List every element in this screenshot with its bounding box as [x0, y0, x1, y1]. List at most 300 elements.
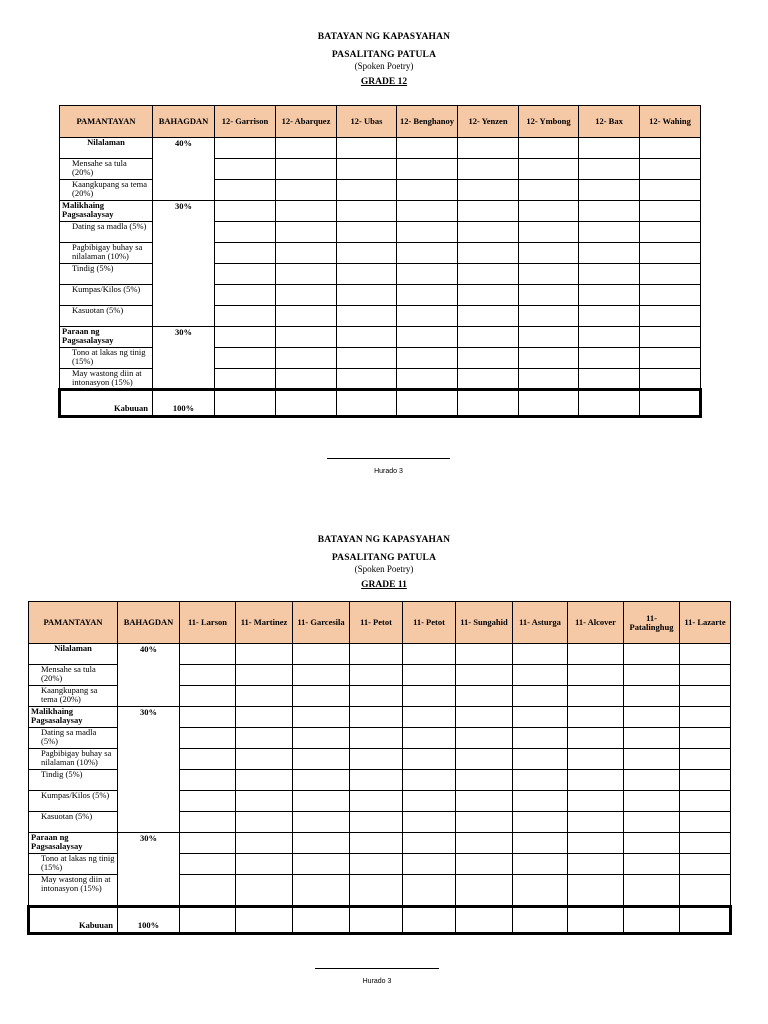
score-cell[interactable]	[680, 665, 731, 686]
score-cell[interactable]	[680, 749, 731, 770]
score-cell[interactable]	[519, 306, 579, 327]
score-cell[interactable]	[624, 644, 680, 665]
score-cell[interactable]	[519, 348, 579, 369]
score-cell[interactable]	[403, 875, 456, 907]
col-header-section: 11- Petot	[350, 602, 403, 644]
score-cell[interactable]	[337, 222, 397, 243]
score-cell[interactable]	[456, 728, 513, 749]
score-cell[interactable]	[456, 707, 513, 728]
score-cell[interactable]	[640, 369, 701, 390]
score-cell[interactable]	[568, 665, 624, 686]
score-cell[interactable]	[579, 306, 640, 327]
score-cell[interactable]	[337, 327, 397, 348]
score-cell[interactable]	[519, 264, 579, 285]
score-cell[interactable]	[458, 285, 519, 306]
total-score-cell[interactable]	[337, 390, 397, 417]
criteria-item: Pagbibigay buhay sa nilalaman (10%)	[29, 749, 118, 770]
score-cell[interactable]	[403, 644, 456, 665]
score-cell[interactable]	[236, 644, 293, 665]
score-cell[interactable]	[397, 201, 458, 222]
total-score-cell[interactable]	[397, 390, 458, 417]
score-cell[interactable]	[276, 201, 337, 222]
col-header-section: 12- Ubas	[337, 106, 397, 138]
score-cell[interactable]	[640, 306, 701, 327]
doc-subtitle: PASALITANG PATULA	[331, 552, 437, 563]
score-cell[interactable]	[640, 285, 701, 306]
score-cell[interactable]	[579, 201, 640, 222]
score-cell[interactable]	[350, 854, 403, 875]
col-header-section: 11- Martinez	[236, 602, 293, 644]
criteria-item: Tono at lakas ng tinig (15%)	[60, 348, 153, 369]
score-cell[interactable]	[350, 749, 403, 770]
col-header-section: 12- Yenzen	[458, 106, 519, 138]
rubric-table	[27, 601, 732, 935]
score-cell[interactable]	[403, 812, 456, 833]
score-cell[interactable]	[640, 264, 701, 285]
rubric-table	[58, 105, 702, 418]
score-cell[interactable]	[456, 665, 513, 686]
score-cell[interactable]	[180, 854, 236, 875]
score-cell[interactable]	[568, 812, 624, 833]
score-cell[interactable]	[519, 222, 579, 243]
score-cell[interactable]	[403, 833, 456, 854]
criteria-item: Mensahe sa tula (20%)	[60, 159, 153, 180]
col-header-section: 11- Sungahid	[456, 602, 513, 644]
weight-cell: 30%	[153, 327, 215, 390]
score-cell[interactable]	[579, 285, 640, 306]
score-cell[interactable]	[624, 791, 680, 812]
score-cell[interactable]	[397, 243, 458, 264]
total-score-cell[interactable]	[236, 907, 293, 934]
score-cell[interactable]	[293, 728, 350, 749]
total-score-cell[interactable]	[579, 390, 640, 417]
criteria-item: Mensahe sa tula (20%)	[29, 665, 118, 686]
score-cell[interactable]	[579, 327, 640, 348]
score-cell[interactable]	[579, 369, 640, 390]
score-cell[interactable]	[456, 644, 513, 665]
score-cell[interactable]	[513, 728, 568, 749]
score-cell[interactable]	[456, 686, 513, 707]
total-score-cell[interactable]	[350, 907, 403, 934]
score-cell[interactable]	[403, 728, 456, 749]
grade-label: GRADE 12	[360, 77, 408, 88]
doc-title: BATAYAN NG KAPASYAHAN	[317, 535, 451, 545]
score-cell[interactable]	[350, 644, 403, 665]
score-cell[interactable]	[519, 180, 579, 201]
score-cell[interactable]	[568, 644, 624, 665]
score-cell[interactable]	[276, 285, 337, 306]
score-cell[interactable]	[397, 348, 458, 369]
score-cell[interactable]	[579, 180, 640, 201]
score-cell[interactable]	[568, 791, 624, 812]
score-cell[interactable]	[640, 243, 701, 264]
score-cell[interactable]	[293, 812, 350, 833]
score-cell[interactable]	[624, 812, 680, 833]
criteria-item: May wastong diin at intonasyon (15%)	[29, 875, 118, 907]
col-header-section: 11- Patalinghug	[624, 602, 680, 644]
score-cell[interactable]	[513, 812, 568, 833]
score-cell[interactable]	[276, 306, 337, 327]
total-row	[60, 390, 701, 417]
score-cell[interactable]	[403, 770, 456, 791]
score-cell[interactable]	[215, 138, 276, 159]
score-cell[interactable]	[513, 833, 568, 854]
criteria-item: Kumpas/Kilos (5%)	[60, 285, 153, 306]
score-cell[interactable]	[337, 348, 397, 369]
score-cell[interactable]	[397, 327, 458, 348]
score-cell[interactable]	[579, 348, 640, 369]
score-cell[interactable]	[350, 770, 403, 791]
score-cell[interactable]	[513, 665, 568, 686]
score-cell[interactable]	[215, 327, 276, 348]
score-cell[interactable]	[236, 833, 293, 854]
score-cell[interactable]	[680, 770, 731, 791]
total-score-cell[interactable]	[215, 390, 276, 417]
score-cell[interactable]	[350, 812, 403, 833]
score-cell[interactable]	[568, 707, 624, 728]
score-cell[interactable]	[519, 243, 579, 264]
score-cell[interactable]	[513, 707, 568, 728]
col-header-weight: BAHAGDAN	[118, 602, 180, 644]
criteria-item: Dating sa madla (5%)	[60, 222, 153, 243]
score-cell[interactable]	[397, 159, 458, 180]
score-cell[interactable]	[276, 264, 337, 285]
score-cell[interactable]	[624, 875, 680, 907]
criteria-item: Dating sa madla (5%)	[29, 728, 118, 749]
doc-subtitle-en: (Spoken Poetry)	[354, 60, 414, 71]
criteria-item: Kasuotan (5%)	[60, 306, 153, 327]
score-cell[interactable]	[236, 686, 293, 707]
score-cell[interactable]	[293, 686, 350, 707]
score-cell[interactable]	[337, 138, 397, 159]
score-cell[interactable]	[276, 159, 337, 180]
score-cell[interactable]	[337, 159, 397, 180]
score-cell[interactable]	[624, 686, 680, 707]
score-cell[interactable]	[337, 285, 397, 306]
criteria-group-heading: Nilalaman	[29, 644, 118, 665]
score-cell[interactable]	[397, 222, 458, 243]
score-cell[interactable]	[568, 770, 624, 791]
score-cell[interactable]	[513, 791, 568, 812]
score-cell[interactable]	[293, 770, 350, 791]
score-cell[interactable]	[456, 812, 513, 833]
score-cell[interactable]	[519, 138, 579, 159]
score-cell[interactable]	[180, 728, 236, 749]
score-cell[interactable]	[513, 644, 568, 665]
score-cell[interactable]	[403, 686, 456, 707]
col-header-section: 11- Lazarte	[680, 602, 731, 644]
score-cell[interactable]	[397, 369, 458, 390]
total-score-cell[interactable]	[680, 907, 731, 934]
score-cell[interactable]	[215, 180, 276, 201]
header-row	[60, 106, 701, 138]
score-cell[interactable]	[680, 875, 731, 907]
score-cell[interactable]	[215, 222, 276, 243]
score-cell[interactable]	[337, 306, 397, 327]
col-header-section: 11- Asturga	[513, 602, 568, 644]
col-header-section: 11- Garcesila	[293, 602, 350, 644]
score-cell[interactable]	[276, 327, 337, 348]
score-cell[interactable]	[397, 264, 458, 285]
score-cell[interactable]	[624, 728, 680, 749]
score-cell[interactable]	[350, 728, 403, 749]
score-cell[interactable]	[680, 644, 731, 665]
score-cell[interactable]	[680, 728, 731, 749]
score-cell[interactable]	[276, 243, 337, 264]
col-header-criteria: PAMANTAYAN	[60, 106, 153, 138]
score-cell[interactable]	[680, 812, 731, 833]
criteria-item: Kasuotan (5%)	[29, 812, 118, 833]
table-row	[60, 138, 701, 159]
total-score-cell[interactable]	[458, 390, 519, 417]
score-cell[interactable]	[350, 791, 403, 812]
score-cell[interactable]	[236, 854, 293, 875]
table-row	[60, 327, 701, 348]
score-cell[interactable]	[513, 686, 568, 707]
col-header-weight: BAHAGDAN	[153, 106, 215, 138]
score-cell[interactable]	[519, 369, 579, 390]
total-score-cell[interactable]	[276, 390, 337, 417]
col-header-section: 12- Abarquez	[276, 106, 337, 138]
total-row	[29, 907, 731, 934]
score-cell[interactable]	[680, 791, 731, 812]
score-cell[interactable]	[640, 348, 701, 369]
score-cell[interactable]	[624, 665, 680, 686]
score-cell[interactable]	[456, 875, 513, 907]
criteria-item: Tono at lakas ng tinig (15%)	[29, 854, 118, 875]
score-cell[interactable]	[568, 749, 624, 770]
col-header-section: 12- Ymbong	[519, 106, 579, 138]
score-cell[interactable]	[624, 770, 680, 791]
score-cell[interactable]	[397, 306, 458, 327]
score-cell[interactable]	[276, 180, 337, 201]
col-header-section: 11- Petot	[403, 602, 456, 644]
score-cell[interactable]	[293, 707, 350, 728]
score-cell[interactable]	[215, 243, 276, 264]
score-cell[interactable]	[215, 285, 276, 306]
score-cell[interactable]	[350, 707, 403, 728]
score-cell[interactable]	[640, 180, 701, 201]
score-cell[interactable]	[519, 285, 579, 306]
score-cell[interactable]	[350, 665, 403, 686]
total-score-cell[interactable]	[513, 907, 568, 934]
total-score-cell[interactable]	[640, 390, 701, 417]
score-cell[interactable]	[236, 749, 293, 770]
table-row	[60, 201, 701, 222]
score-cell[interactable]	[680, 707, 731, 728]
score-cell[interactable]	[456, 791, 513, 812]
total-weight: 100%	[118, 907, 180, 934]
score-cell[interactable]	[350, 686, 403, 707]
total-score-cell[interactable]	[403, 907, 456, 934]
score-cell[interactable]	[640, 327, 701, 348]
score-cell[interactable]	[519, 327, 579, 348]
score-cell[interactable]	[568, 875, 624, 907]
score-cell[interactable]	[403, 665, 456, 686]
score-cell[interactable]	[180, 686, 236, 707]
score-cell[interactable]	[293, 791, 350, 812]
score-cell[interactable]	[640, 222, 701, 243]
score-cell[interactable]	[293, 854, 350, 875]
jury-label: Hurado 3	[362, 978, 392, 985]
total-score-cell[interactable]	[180, 907, 236, 934]
score-cell[interactable]	[180, 644, 236, 665]
score-cell[interactable]	[458, 243, 519, 264]
criteria-group-heading: Malikhaing Pagsasalaysay	[29, 707, 118, 728]
score-cell[interactable]	[350, 875, 403, 907]
total-score-cell[interactable]	[624, 907, 680, 934]
score-cell[interactable]	[215, 306, 276, 327]
score-cell[interactable]	[337, 180, 397, 201]
score-cell[interactable]	[579, 159, 640, 180]
header	[0, 535, 768, 591]
score-cell[interactable]	[276, 222, 337, 243]
score-cell[interactable]	[458, 180, 519, 201]
score-cell[interactable]	[236, 875, 293, 907]
score-cell[interactable]	[180, 875, 236, 907]
score-cell[interactable]	[403, 707, 456, 728]
score-cell[interactable]	[458, 264, 519, 285]
total-score-cell[interactable]	[568, 907, 624, 934]
score-cell[interactable]	[236, 665, 293, 686]
score-cell[interactable]	[458, 348, 519, 369]
criteria-item: Tindig (5%)	[60, 264, 153, 285]
score-cell[interactable]	[403, 749, 456, 770]
doc-title: BATAYAN NG KAPASYAHAN	[317, 32, 451, 42]
score-cell[interactable]	[293, 665, 350, 686]
score-cell[interactable]	[236, 791, 293, 812]
score-cell[interactable]	[458, 159, 519, 180]
weight-cell: 40%	[118, 644, 180, 707]
score-cell[interactable]	[215, 159, 276, 180]
score-cell[interactable]	[276, 348, 337, 369]
criteria-group-heading: Malikhaing Pagsasalaysay	[60, 201, 153, 222]
score-cell[interactable]	[568, 686, 624, 707]
score-cell[interactable]	[456, 749, 513, 770]
score-cell[interactable]	[579, 138, 640, 159]
score-cell[interactable]	[568, 833, 624, 854]
score-cell[interactable]	[180, 665, 236, 686]
score-cell[interactable]	[337, 264, 397, 285]
score-cell[interactable]	[458, 327, 519, 348]
score-cell[interactable]	[337, 201, 397, 222]
score-cell[interactable]	[640, 138, 701, 159]
score-cell[interactable]	[276, 369, 337, 390]
score-cell[interactable]	[293, 749, 350, 770]
score-cell[interactable]	[180, 812, 236, 833]
signature-line	[327, 458, 450, 459]
score-cell[interactable]	[403, 854, 456, 875]
score-cell[interactable]	[624, 707, 680, 728]
score-cell[interactable]	[458, 222, 519, 243]
score-cell[interactable]	[568, 728, 624, 749]
score-cell[interactable]	[579, 222, 640, 243]
score-cell[interactable]	[513, 854, 568, 875]
score-cell[interactable]	[180, 707, 236, 728]
score-cell[interactable]	[293, 644, 350, 665]
score-cell[interactable]	[180, 833, 236, 854]
total-score-cell[interactable]	[293, 907, 350, 934]
score-cell[interactable]	[458, 369, 519, 390]
signature-line	[315, 968, 439, 969]
score-cell[interactable]	[519, 201, 579, 222]
score-cell[interactable]	[680, 833, 731, 854]
weight-cell: 30%	[118, 833, 180, 907]
score-cell[interactable]	[397, 180, 458, 201]
score-cell[interactable]	[236, 812, 293, 833]
score-cell[interactable]	[337, 243, 397, 264]
score-cell[interactable]	[458, 306, 519, 327]
score-cell[interactable]	[579, 243, 640, 264]
score-cell[interactable]	[624, 833, 680, 854]
score-cell[interactable]	[276, 138, 337, 159]
score-cell[interactable]	[180, 791, 236, 812]
score-cell[interactable]	[680, 854, 731, 875]
score-cell[interactable]	[568, 854, 624, 875]
score-cell[interactable]	[293, 833, 350, 854]
score-cell[interactable]	[236, 770, 293, 791]
weight-cell: 40%	[153, 138, 215, 201]
col-header-section: 12- Benghanoy	[397, 106, 458, 138]
score-cell[interactable]	[403, 791, 456, 812]
total-score-cell[interactable]	[519, 390, 579, 417]
score-cell[interactable]	[640, 159, 701, 180]
score-cell[interactable]	[337, 369, 397, 390]
score-cell[interactable]	[456, 833, 513, 854]
score-cell[interactable]	[236, 728, 293, 749]
score-cell[interactable]	[215, 369, 276, 390]
criteria-item: Kumpas/Kilos (5%)	[29, 791, 118, 812]
score-cell[interactable]	[680, 686, 731, 707]
total-label: Kabuuan	[29, 907, 118, 934]
score-cell[interactable]	[397, 138, 458, 159]
col-header-section: 12- Garrison	[215, 106, 276, 138]
score-cell[interactable]	[519, 159, 579, 180]
score-cell[interactable]	[579, 264, 640, 285]
score-cell[interactable]	[293, 875, 350, 907]
criteria-group-heading: Paraan ng Pagsasalaysay	[60, 327, 153, 348]
score-cell[interactable]	[640, 201, 701, 222]
criteria-item: Kaangkupang sa tema (20%)	[60, 180, 153, 201]
col-header-section: 12- Wahing	[640, 106, 701, 138]
score-cell[interactable]	[236, 707, 293, 728]
score-cell[interactable]	[397, 285, 458, 306]
score-cell[interactable]	[456, 770, 513, 791]
score-cell[interactable]	[458, 201, 519, 222]
score-cell[interactable]	[513, 770, 568, 791]
score-cell[interactable]	[456, 854, 513, 875]
score-cell[interactable]	[513, 749, 568, 770]
total-weight: 100%	[153, 390, 215, 417]
score-cell[interactable]	[215, 348, 276, 369]
total-label: Kabuuan	[60, 390, 153, 417]
score-cell[interactable]	[513, 875, 568, 907]
score-cell[interactable]	[180, 749, 236, 770]
score-cell[interactable]	[458, 138, 519, 159]
score-cell[interactable]	[215, 201, 276, 222]
score-cell[interactable]	[215, 264, 276, 285]
col-header-section: 12- Bax	[579, 106, 640, 138]
criteria-group-heading: Nilalaman	[60, 138, 153, 159]
score-cell[interactable]	[350, 833, 403, 854]
score-cell[interactable]	[180, 770, 236, 791]
score-cell[interactable]	[624, 854, 680, 875]
col-header-criteria: PAMANTAYAN	[29, 602, 118, 644]
score-cell[interactable]	[624, 749, 680, 770]
weight-cell: 30%	[118, 707, 180, 833]
criteria-item: May wastong diin at intonasyon (15%)	[60, 369, 153, 390]
total-score-cell[interactable]	[456, 907, 513, 934]
